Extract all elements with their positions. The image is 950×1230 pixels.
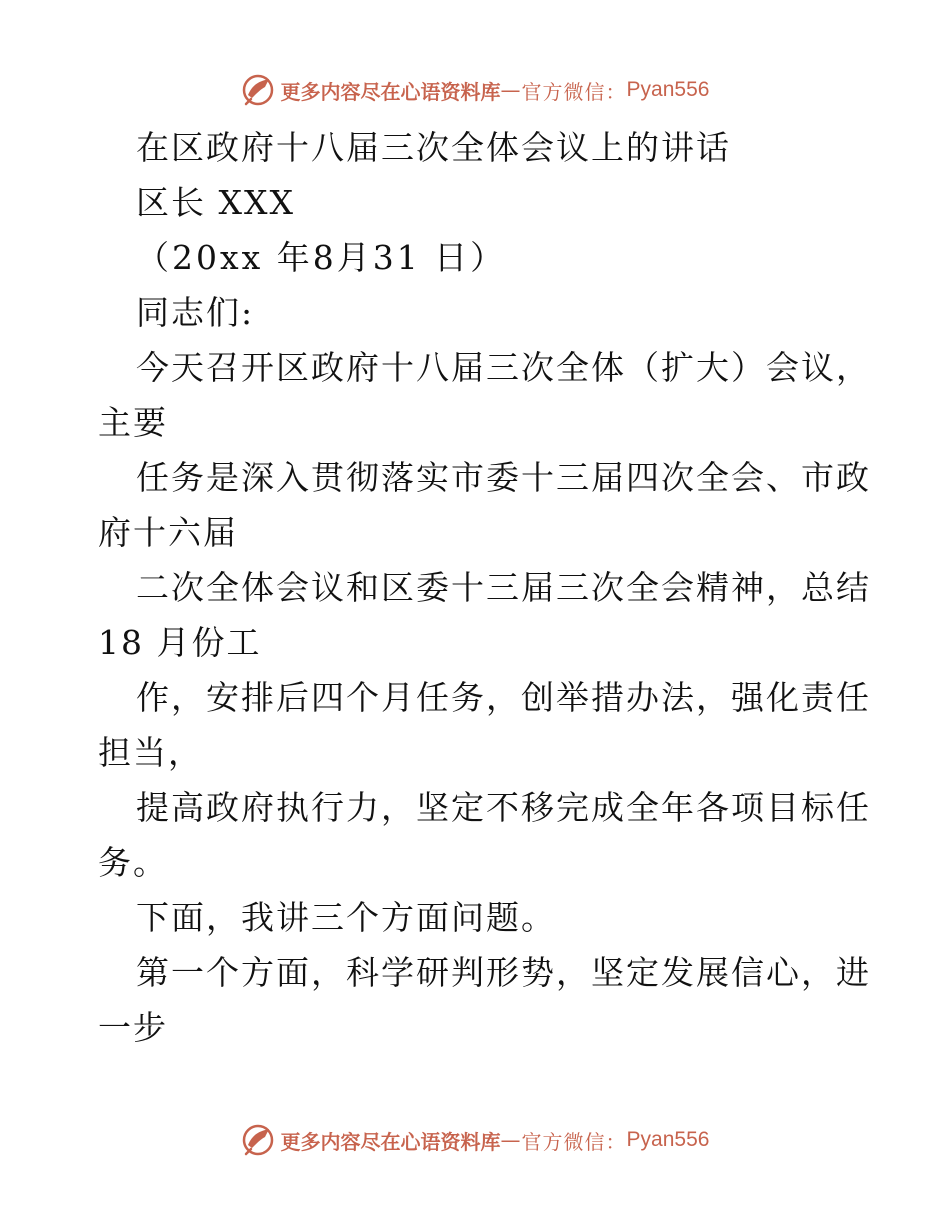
document-body: [98, 120, 871, 1055]
paragraph-line: 作，安排后四个月任务，创举措办法，强化责任: [136, 678, 871, 717]
paragraph-line: 主要: [98, 403, 168, 442]
pen-logo-icon: [241, 73, 275, 107]
watermark-dash: —: [500, 1128, 522, 1152]
date-line: （20xx 年8月31 日）: [136, 238, 507, 277]
speaker-line: 区长 XXX: [136, 183, 295, 222]
paragraph-line: 担当，: [98, 733, 203, 772]
paragraph-line: 一步: [98, 1008, 168, 1047]
paragraph-line: 二次全体会议和区委十三届三次全会精神，总结: [136, 568, 871, 607]
pen-logo-icon: [241, 1123, 275, 1157]
document-title: 在区政府十八届三次全体会议上的讲话: [136, 128, 731, 167]
watermark-dash: —: [500, 78, 522, 102]
paragraph-line: 务。: [98, 843, 168, 882]
paragraph-line: 下面，我讲三个方面问题。: [136, 898, 556, 937]
watermark-wechat-id: Pyan556: [626, 1128, 710, 1151]
paragraph-line: 任务是深入贯彻落实市委十三届四次全会、市政: [136, 458, 871, 497]
paragraph-line: 18 月份工: [98, 623, 262, 662]
watermark-sub-text: 官方微信：: [521, 1129, 627, 1154]
paragraph-line: 今天召开区政府十八届三次全体（扩大）会议，: [136, 348, 871, 387]
paragraph-line: 提高政府执行力，坚定不移完成全年各项目标任: [136, 788, 871, 827]
watermark-sub-text: 官方微信：: [521, 79, 627, 104]
watermark-main-text: 更多内容尽在心语资料库: [280, 79, 501, 104]
watermark-wechat-id: Pyan556: [626, 78, 710, 101]
paragraph-line: 第一个方面，科学研判形势，坚定发展信心，进: [136, 953, 871, 992]
watermark-footer: [0, 1120, 950, 1160]
paragraph-line: 府十六届: [98, 513, 238, 552]
watermark-header: [0, 70, 950, 110]
salutation: 同志们:: [136, 293, 255, 332]
watermark-main-text: 更多内容尽在心语资料库: [280, 1129, 501, 1154]
